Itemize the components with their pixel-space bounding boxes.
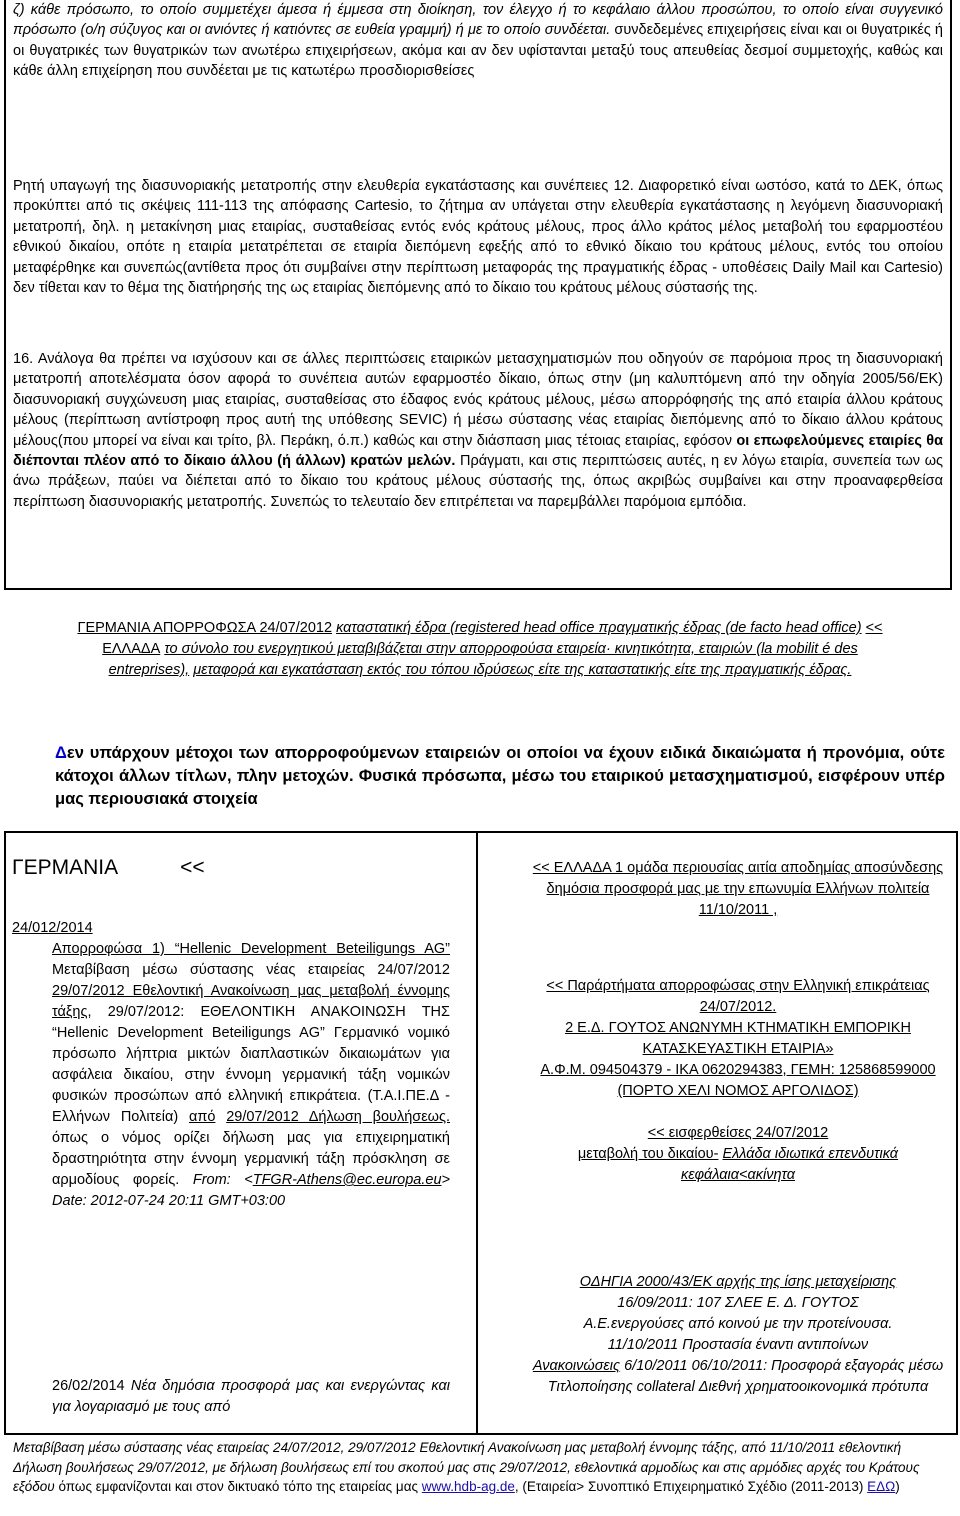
right-r4 bbox=[528, 1060, 948, 1102]
here-link[interactable]: ΕΔΩ bbox=[867, 1479, 896, 1494]
paragraph-1-text: συνδεδεμένες επιχειρήσεις είναι και οι θυγατρικές ή οι θυγατρικές των θυγατρικών των ανωτέρω επιχειρήσεων, ακόμα και αν δεν υφίστανται μεταξύ τους απευθείας δεσμοί συμμετοχής, καθώς και κάθε άλλη επιχείρηση που συνδέεται με τις κατωτέρω προσδιορισθείσες bbox=[13, 22, 943, 80]
germany-absorbing-note bbox=[60, 618, 900, 681]
left-from-label: From: < bbox=[192, 1172, 253, 1188]
germany-note-b: καταστατική έδρα (registered head office πραγματικής έδρας (de facto head office) bbox=[336, 620, 862, 636]
germany-note-d: το σύνολο του ενεργητικού μεταβιβάζεται στην απορροφούσα εταιρεία· κινητικότητα, εταιριών (la mobilit é des entreprises), bbox=[108, 641, 858, 678]
heading-text: εν υπάρχουν μέτοχοι των απορροφούμενων εταιρειών οι οποίοι να έχουν ειδικά δικαιώματα ή προνόμια, ούτε κάτοχοι άλλων τίτλων, πλην μετοχών. Φυσικά πρόσωπα, μέσω του εταιρικού μετασχηματισμού, εισφέρουν υπέρ μας περιουσιακά στοιχεία bbox=[55, 744, 945, 808]
germany-note-a: ΓΕΡΜΑΝΙΑ ΑΠΟΡΡΟΦΩΣΑ 24/07/2012 bbox=[77, 620, 333, 636]
footer-f1: Μεταβίβαση μέσω σύστασης νέας εταιρείας 24/07/2012, 29/07/2012 Εθελοντική Ανακοίνωση μας μεταβολή έννομης τάξης, από 11/10/2011 εθελοντική Δήλωση βουλήσεως 29/07/2012, με δήλωση βουλήσεως επί του σκοπού μας στις 29/07/2012, εθελοντικά αρμοδίως και στις αρμόδιες αρχές του Κράτους εξόδου bbox=[13, 1440, 920, 1494]
germany-note-c: << ΕΛΛΑΔΑ bbox=[102, 620, 883, 657]
left-column-body bbox=[52, 939, 450, 1212]
footer-f2: όπως εμφανίζονται και στον δικτυακό τόπο της εταιρείας μας bbox=[58, 1479, 419, 1494]
shareholders-heading bbox=[55, 742, 945, 811]
left-l3: 29/07/2012 Εθελοντική Ανακοίνωση μας μεταβολή έννομης τάξης, bbox=[52, 983, 450, 1020]
paragraph-1-italic: ζ) κάθε πρόσωπο, το οποίο συμμετέχει άμεσα ή έμμεσα στη διοίκηση, τον έλεγχο ή το κεφάλαιο άλλου προσώπου, το οποίο είναι συγγενικό πρόσωπο (ο/η σύζυγος και οι ανιόντες ή κατιόντες σε ευθεία γραμμή) ή με το οποίο συνδέεται. bbox=[13, 2, 943, 39]
left-l2: Μεταβίβαση μέσω σύστασης νέας εταιρείας 24/07/2012 bbox=[52, 962, 450, 978]
left-l1: Απορροφώσα 1) “Hellenic Development Beteiligungs AG” bbox=[52, 941, 450, 957]
left-l4: 29/07/2012: ΕΘΕΛΟΝΤΙΚΗ ΑΝΑΚΟΙΝΩΣΗ ΤΗΣ “Hellenic Development Beteiligungs AG” Γερμανικό νομικό πρόσωπο λήπτρια μικτών διαπλαστικών δικαιωμάτων για ασφάλεια δικαίου, στην έννομη γερμανική τάξη νομικών φυσικών προσώπων από ελληνική επικράτεια. bbox=[52, 1004, 450, 1104]
left-l8: Νέα δημόσια προσφορά μας και ενεργώντας και για λογαριασμό με τους από bbox=[52, 1378, 450, 1415]
left-from-tail: > Date: 2012-07-24 20:11 GMT+03:00 bbox=[52, 1172, 450, 1209]
right-r11 bbox=[528, 1356, 948, 1398]
email-link[interactable]: TFGR-Athens@ec.europa.eu bbox=[252, 1172, 442, 1188]
right-r3 bbox=[528, 1018, 948, 1060]
left-title-arrows: << bbox=[180, 856, 205, 879]
heading-delta: Δ bbox=[55, 744, 67, 762]
right-r6b: Ελλάδα ιδιωτικά επενδυτικά κεφάλαια<ακίνητα bbox=[680, 1146, 899, 1183]
left-l8-date: 26/02/2014 bbox=[52, 1378, 125, 1394]
right-r5 bbox=[528, 1123, 948, 1144]
paragraph-1 bbox=[13, 0, 943, 82]
right-r3-text: 2 Ε.Δ. ΓΟΥΤΟΣ ΑΝΩΝΥΜΗ ΚΤΗΜΑΤΙΚΗ ΕΜΠΟΡΙΚΗ ΚΑΤΑΣΚΕΥΑΣΤΙΚΗ ΕΤΑΙΡΙΑ» bbox=[565, 1020, 911, 1057]
right-r8-text: 16/09/2011: 107 ΣΛΕΕ Ε. Δ. ΓΟΥΤΟΣ bbox=[617, 1295, 859, 1311]
right-r7-text: ΟΔΗΓΙΑ 2000/43/ΕΚ αρχής της ίσης μεταχείρισης bbox=[579, 1274, 897, 1290]
right-r10-text: 11/10/2011 Προστασία έναντι αντιποίνων bbox=[607, 1337, 869, 1353]
paragraph-3-text: 16. Ανάλογα θα πρέπει να ισχύσουν και σε άλλες περιπτώσεις εταιρικών μετασχηματισμών που οδηγούν σε παρόμοια προς τη διασυνοριακή μετατροπή αποτελέσματα όσον αφορά το συνέπεια αυτών εφαρμοστέο δίκαιο, όπως στην (μη καλυπτόμενη από την οδηγία 2005/56/ΕΚ) διασυνοριακή συγχώνευση μιας εταιρίας, συσταθείσας στο έδαφος ενός κράτους μέλους, μέσω απορρόφησής της από εταιρία άλλου κράτους μέλους (περίπτωση αντίστροφη προς αυτή της υπόθεσης SEVIC) ή μέσω σύστασης νέας εταιρίας διεπόμενης από το δίκαιο άλλου κράτους μέλους(που μπορεί να είναι και τρίτο, βλ. Περάκη, ό.π.) καθώς και στην διάσπαση μιας τέτοιας εταιρίας, εφόσον bbox=[13, 351, 943, 449]
right-r6a: μεταβολή του δικαίου- bbox=[577, 1146, 719, 1162]
left-bottom-note bbox=[52, 1376, 450, 1418]
paragraph-2-text: Διαφορετικό είναι ωστόσο, κατά το ΔΕΚ, όπως προκύπτει από τις σκέψεις 111-113 της απόφασης Cartesio, το ζήτημα αν υπάγεται στην ελευθερία εγκατάστασης η λεγόμενη διασυνοριακή μετατροπή, δηλ. η μετακίνηση μιας εταιρίας, συσταθείσας εντός ενός κράτους μέλους, προς άλλο κράτος μέλος μεταβολή του εφαρμοστέου εθνικού δικαίου, οπότε η εταιρία μετατρέπεται σε εταιρία διεπόμενη εφεξής από το εθνικό δίκαιο του κράτους μέλους, εντός του οποίου μεταφέρθηκε και συνεπώς(αντίθετα προς ότι συμβαίνει στην περίπτωση μεταφοράς της πραγματικής έδρας - υποθέσεις Daily Mail και Cartesio) δεν τίθεται καν το θέμα της διατήρησής της ως εταιρίας διεπόμενης από το δίκαιο του κράτους μέλους σύστασής της. bbox=[13, 178, 944, 297]
paragraph-3 bbox=[13, 349, 943, 512]
right-r11b: 6/10/2011 06/10/2011: Προσφορά εξαγοράς μέσω Τιτλοποίησης collateral Διεθνή χρηματοοικονομικά πρότυπα bbox=[547, 1358, 944, 1395]
left-date-1 bbox=[12, 918, 410, 939]
left-l7: όπως ο νόμος ορίζει δήλωση μας για επιχειρηματική δραστηριότητα στην έννομη γερμανική τάξη πρόσκληση σε αρμοδίους φορείς. bbox=[52, 1130, 450, 1188]
left-l5b: από bbox=[188, 1109, 216, 1125]
footer-f5: ) bbox=[895, 1479, 900, 1494]
left-l6: 29/07/2012 Δήλωση βουλήσεως. bbox=[226, 1109, 451, 1125]
paragraph-2 bbox=[13, 176, 943, 298]
column-divider bbox=[476, 831, 478, 1435]
left-date-1-text: 24/012/2014 bbox=[12, 920, 93, 936]
right-r4-text: Α.Φ.Μ. 094504379 - ΙΚΑ 0620294383, ΓΕΜΗ: 125868599000 (ΠΟΡΤΟ ΧΕΛΙ ΝΟΜΟΣ ΑΡΓΟΛΙΔΟΣ) bbox=[540, 1062, 936, 1099]
right-r9-text: Α.Ε.ενεργούσες από κοινού με την προτείνουσα. bbox=[583, 1316, 893, 1332]
right-r7 bbox=[528, 1272, 948, 1293]
right-r2 bbox=[528, 976, 948, 1018]
right-r8 bbox=[528, 1293, 948, 1314]
paragraph-3-tail: Πράγματι, και στις περιπτώσεις αυτές, η εν λόγω εταιρία, συνεπεία των ως άνω πράξεων, παύει να διέπεται από το δίκαιο του κράτους μέλους σύστασής της, όπως ακριβώς συμβαίνει και στην προαναφερθείσα περίπτωση διασυνοριακής μετατροπής. Συνεπώς το τελευταίο δεν επιτρέπεται να παρεμβάλλει παρόμοια εμπόδια. bbox=[13, 453, 944, 510]
right-r1-text: << ΕΛΛΑΔΑ 1 ομάδα περιουσίας αιτία αποδημίας αποσύνδεσης δημόσια προσφορά μας με την επωνυμία Ελλήνων πολιτεία 11/10/2011 , bbox=[532, 860, 944, 918]
right-r2-text: << Παράρτήματα απορροφώσας στην Ελληνική επικράτειας 24/07/2012. bbox=[546, 978, 930, 1015]
paragraph-2-lead: Ρητή υπαγωγή της διασυνοριακής μετατροπής στην ελευθερία εγκατάστασης και συνέπειες 12. bbox=[13, 178, 634, 194]
germany-note-e: μεταφορά και εγκατάσταση εκτός του τόπου ιδρύσεως είτε της καταστατικής είτε της πραγματικής έδρας. bbox=[193, 662, 852, 678]
right-r10 bbox=[528, 1335, 948, 1356]
right-r9 bbox=[528, 1314, 948, 1335]
right-r11a: Ανακοινώσεις bbox=[532, 1358, 621, 1374]
right-r1 bbox=[528, 858, 948, 921]
footer-text bbox=[13, 1438, 945, 1497]
left-title-text: ΓΕΡΜΑΝΙΑ bbox=[12, 856, 119, 879]
website-link[interactable]: www.hdb-ag.de bbox=[421, 1479, 515, 1494]
footer-f3: , (Εταιρεία> Συνοπτικό Επιχειρηματικό Σχέδιο (2011-2013) bbox=[514, 1479, 864, 1494]
right-r6 bbox=[528, 1144, 948, 1186]
left-title bbox=[12, 856, 205, 880]
right-r5-text: << εισφερθείσες 24/07/2012 bbox=[647, 1125, 829, 1141]
paragraph-3-bold: οι επωφελούμενες εταιρίες θα διέπονται πλέον από το δίκαιο άλλου (ή άλλων) κρατών μελών. bbox=[13, 432, 944, 470]
left-l5: (Τ.Α.Ι.ΠΕ.Δ - Ελλήνων Πολιτεία) bbox=[52, 1088, 450, 1125]
